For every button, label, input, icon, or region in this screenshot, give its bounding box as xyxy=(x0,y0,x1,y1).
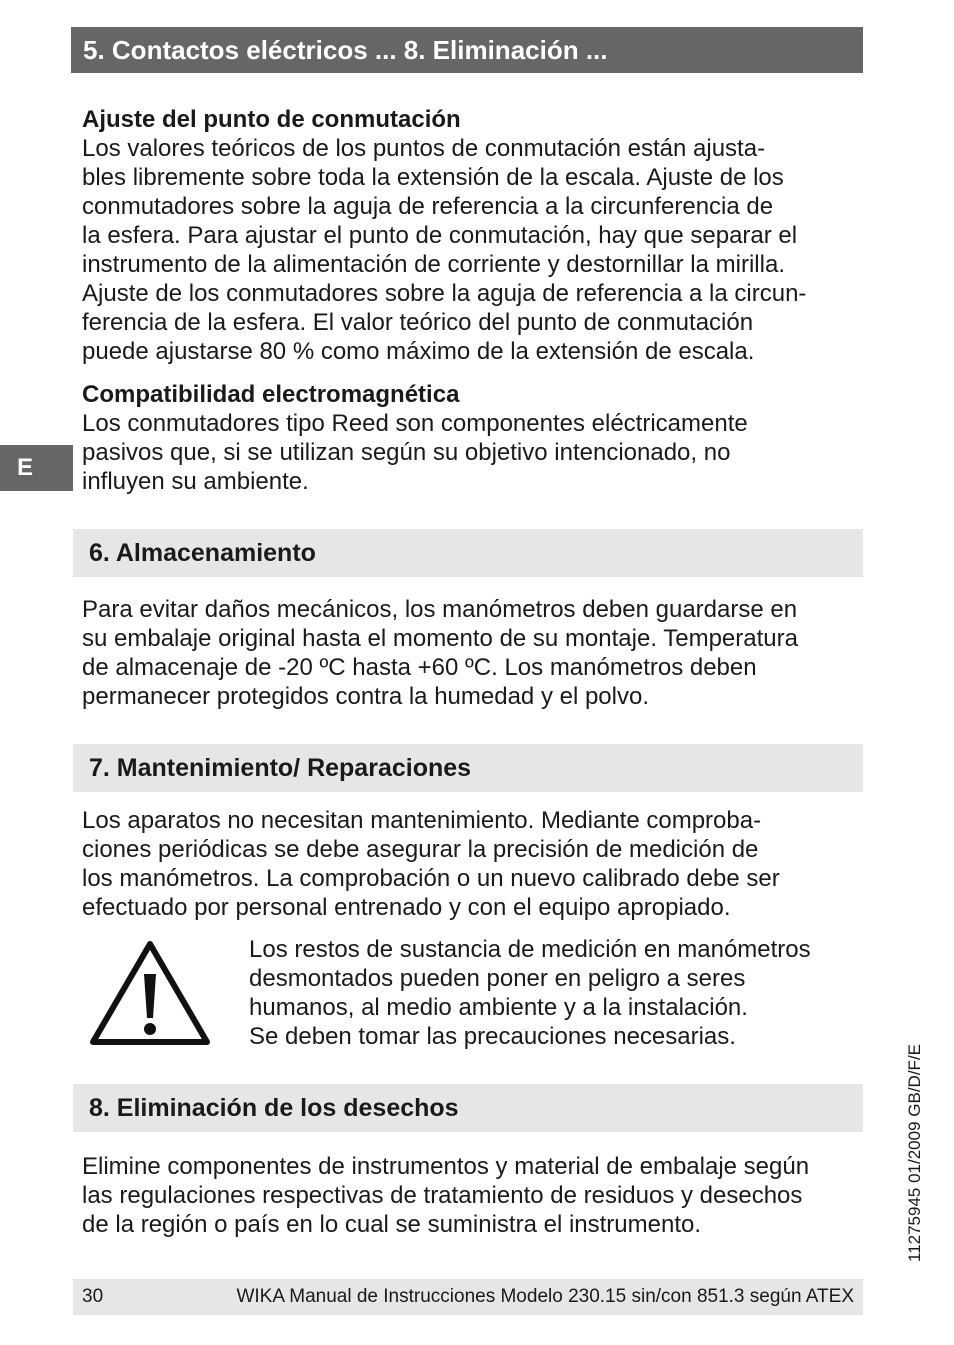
paragraph-line: Los valores teóricos de los puntos de conmutación están ajusta- xyxy=(82,135,766,162)
paragraph-line: de almacenaje de -20 ºC hasta +60 ºC. Los manómetros deben xyxy=(82,654,757,681)
paragraph-line: las regulaciones respectivas de tratamiento de residuos y desechos xyxy=(82,1182,803,1209)
section-emc xyxy=(82,380,872,496)
paragraph-line: los manómetros. La comprobación o un nuevo calibrado debe ser xyxy=(82,865,780,892)
page-footer xyxy=(73,1279,863,1315)
paragraph-line: su embalaje original hasta el momento de su montaje. Temperatura xyxy=(82,625,798,652)
paragraph-line: de la región o país en lo cual se suministra el instrumento. xyxy=(82,1211,701,1238)
subheading-switch-point: Ajuste del punto de conmutación xyxy=(82,106,461,133)
paragraph-line: pasivos que, si se utilizan según su objetivo intencionado, no xyxy=(82,439,731,466)
paragraph-line: Elimine componentes de instrumentos y material de embalaje según xyxy=(82,1153,810,1180)
heading-storage: 6. Almacenamiento xyxy=(73,529,863,577)
warning-line: desmontados pueden poner en peligro a seres xyxy=(249,965,746,992)
paragraph-line: la esfera. Para ajustar el punto de conmutación, hay que separar el xyxy=(82,222,798,249)
warning-line: Se deben tomar las precauciones necesarias. xyxy=(249,1023,736,1050)
subheading-emc: Compatibilidad electromagnética xyxy=(82,381,460,408)
paragraph-line: puede ajustarse 80 % como máximo de la extensión de escala. xyxy=(82,338,755,365)
paragraph-line: ferencia de la esfera. El valor teórico del punto de conmutación xyxy=(82,309,754,336)
paragraph-line: Ajuste de los conmutadores sobre la aguja de referencia a la circun- xyxy=(82,280,807,307)
warning-triangle-icon xyxy=(89,940,211,1046)
paragraph-line: influyen su ambiente. xyxy=(82,468,309,495)
heading-disposal: 8. Eliminación de los desechos xyxy=(73,1084,863,1132)
paragraph-line: efectuado por personal entrenado y con el equipo apropiado. xyxy=(82,894,731,921)
section-switch-point xyxy=(82,105,872,366)
footer-text: WIKA Manual de Instrucciones Modelo 230.15 sin/con 851.3 según ATEX xyxy=(236,1286,854,1307)
paragraph-line: bles libremente sobre toda la extensión de la escala. Ajuste de los xyxy=(82,164,784,191)
warning-text xyxy=(249,935,864,1051)
heading-maintenance: 7. Mantenimiento/ Reparaciones xyxy=(73,744,863,792)
paragraph-line: Para evitar daños mecánicos, los manómetros deben guardarse en xyxy=(82,596,798,623)
paragraph-line: permanecer protegidos contra la humedad y el polvo. xyxy=(82,683,649,710)
language-tab: E xyxy=(0,445,73,491)
page-header-title: 5. Contactos eléctricos ... 8. Eliminación ... xyxy=(71,27,863,73)
paragraph-line: instrumento de la alimentación de corriente y destornillar la mirilla. xyxy=(82,251,785,278)
paragraph-line: Los aparatos no necesitan mantenimiento. Mediante comproba- xyxy=(82,807,762,834)
paragraph-line: ciones periódicas se debe asegurar la precisión de medición de xyxy=(82,836,759,863)
storage-paragraph xyxy=(82,595,872,711)
warning-line: humanos, al medio ambiente y a la instalación. xyxy=(249,994,748,1021)
paragraph-line: conmutadores sobre la aguja de referencia a la circunferencia de xyxy=(82,193,774,220)
disposal-paragraph xyxy=(82,1152,872,1239)
maintenance-paragraph xyxy=(82,806,872,922)
page-number: 30 xyxy=(82,1286,104,1307)
paragraph-line: Los conmutadores tipo Reed son componentes eléctricamente xyxy=(82,410,748,437)
warning-line: Los restos de sustancia de medición en manómetros xyxy=(249,936,811,963)
document-code: 11275945 01/2009 GB/D/F/E xyxy=(905,1043,924,1262)
